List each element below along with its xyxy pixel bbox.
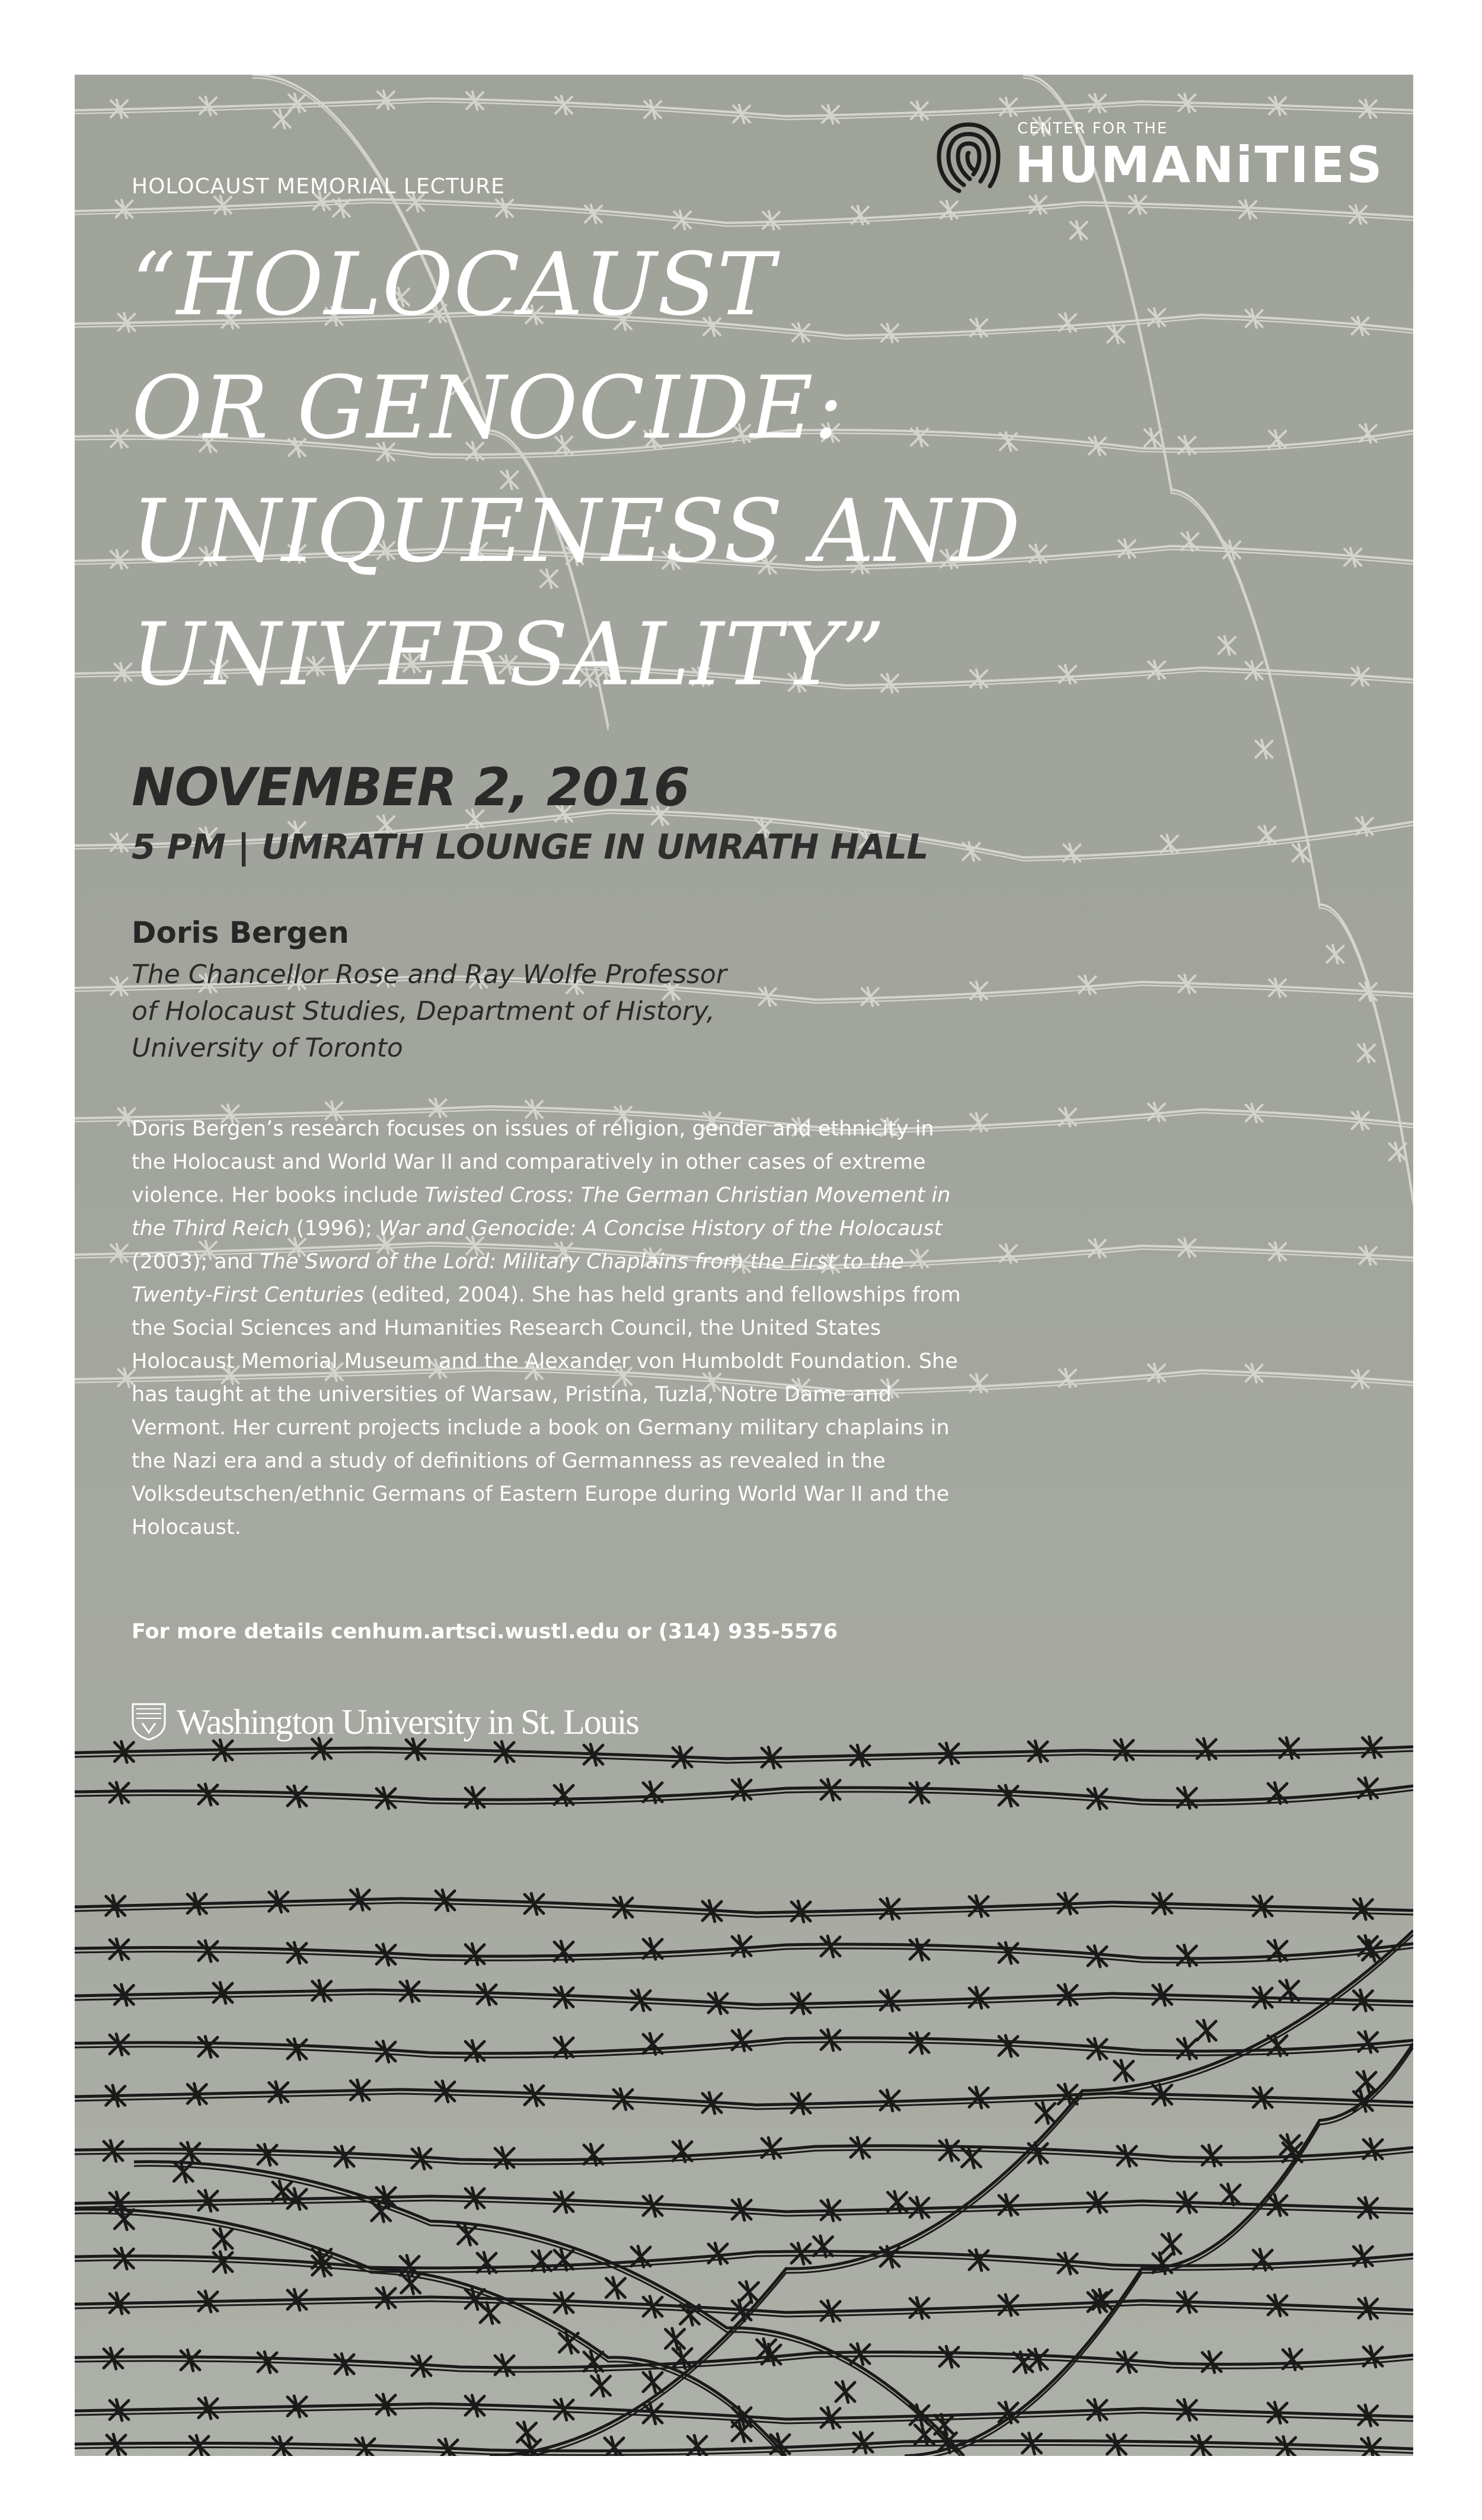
book-title: War and Genocide: A Concise History of the Holocaust: [379, 1217, 943, 1240]
contact-info[interactable]: For more details cenhum.artsci.wustl.edu or (314) 935-5576: [132, 1620, 838, 1644]
bio-text: (2003); and: [132, 1250, 260, 1274]
speaker-title-line: University of Toronto: [132, 1033, 403, 1063]
speaker-title-line: The Chancellor Rose and Ray Wolfe Professor: [132, 959, 727, 990]
logo-line-1: CENTER FOR THE: [1017, 120, 1168, 138]
speaker-title: [132, 956, 902, 1067]
event-time-location: 5 PM | UMRATH LOUNGE IN UMRATH HALL: [132, 827, 928, 867]
fingerprint-icon: [933, 120, 1004, 194]
title-line: UNIVERSALITY”: [132, 604, 886, 705]
bio-text: (edited, 2004). She has held grants and fellowships from the Social Sciences and Humanities Research Council, the United States Holocaust Memorial Museum and the Alexander von Humboldt Foundation. She has taught at the universities of Warsaw, Pristina, Tuzla, Notre Dame and Vermont. Her current projects include a book on Germany military chaplains in the Nazi era and a study of definitions of Germanness as revealed in the Volksdeutschen/ethnic Germans of Eastern Europe during World War II and the Holocaust.: [132, 1283, 961, 1539]
dark-wire: [75, 1935, 1413, 1966]
book-title: The Sword of the Lord: Military Chaplains from the First to the Twenty-First Centuries: [132, 1250, 904, 1307]
series-label: HOLOCAUST MEMORIAL LECTURE: [132, 174, 505, 199]
dark-wire: [75, 1980, 1413, 2014]
barbed-wire-foreground: [75, 1735, 1413, 2456]
center-for-humanities-logo[interactable]: [933, 114, 1384, 197]
dark-wire: [75, 2080, 1413, 2114]
dark-wire: [75, 2030, 1413, 2062]
dark-wire: [75, 2138, 1413, 2169]
dark-wire: [75, 2187, 1413, 2221]
dark-wire: [75, 1889, 1413, 1922]
event-date: NOVEMBER 2, 2016: [132, 757, 689, 818]
bio-text: (1996);: [289, 1217, 379, 1240]
poster: [75, 75, 1413, 2456]
title-line: UNIQUENESS AND: [132, 481, 1021, 582]
dark-wire: [75, 2394, 1413, 2428]
speaker-title-line: of Holocaust Studies, Department of History,: [132, 996, 715, 1026]
book-title: Twisted Cross: The German Christian Movement in the Third Reich: [132, 1184, 951, 1240]
logo-line-2: HUMANiTIES: [1015, 136, 1384, 194]
title-line: OR GENOCIDE:: [132, 358, 844, 458]
title-line: “HOLOCAUST: [132, 234, 775, 335]
university-name: Washington University in St. Louis: [177, 1702, 638, 1741]
bio-text: Doris Bergen’s research focuses on issues of religion, gender and ethnicity in the Holocaust and World War II and comparatively in other cases of extreme violence. Her books include: [132, 1117, 934, 1207]
lecture-title: [132, 223, 1139, 716]
dark-wire: [75, 2344, 1413, 2377]
speaker-bio: [132, 1112, 973, 1544]
university-shield-icon: [132, 1703, 166, 1741]
speaker-name: Doris Bergen: [132, 916, 349, 950]
dark-wire: [75, 1778, 1413, 1809]
